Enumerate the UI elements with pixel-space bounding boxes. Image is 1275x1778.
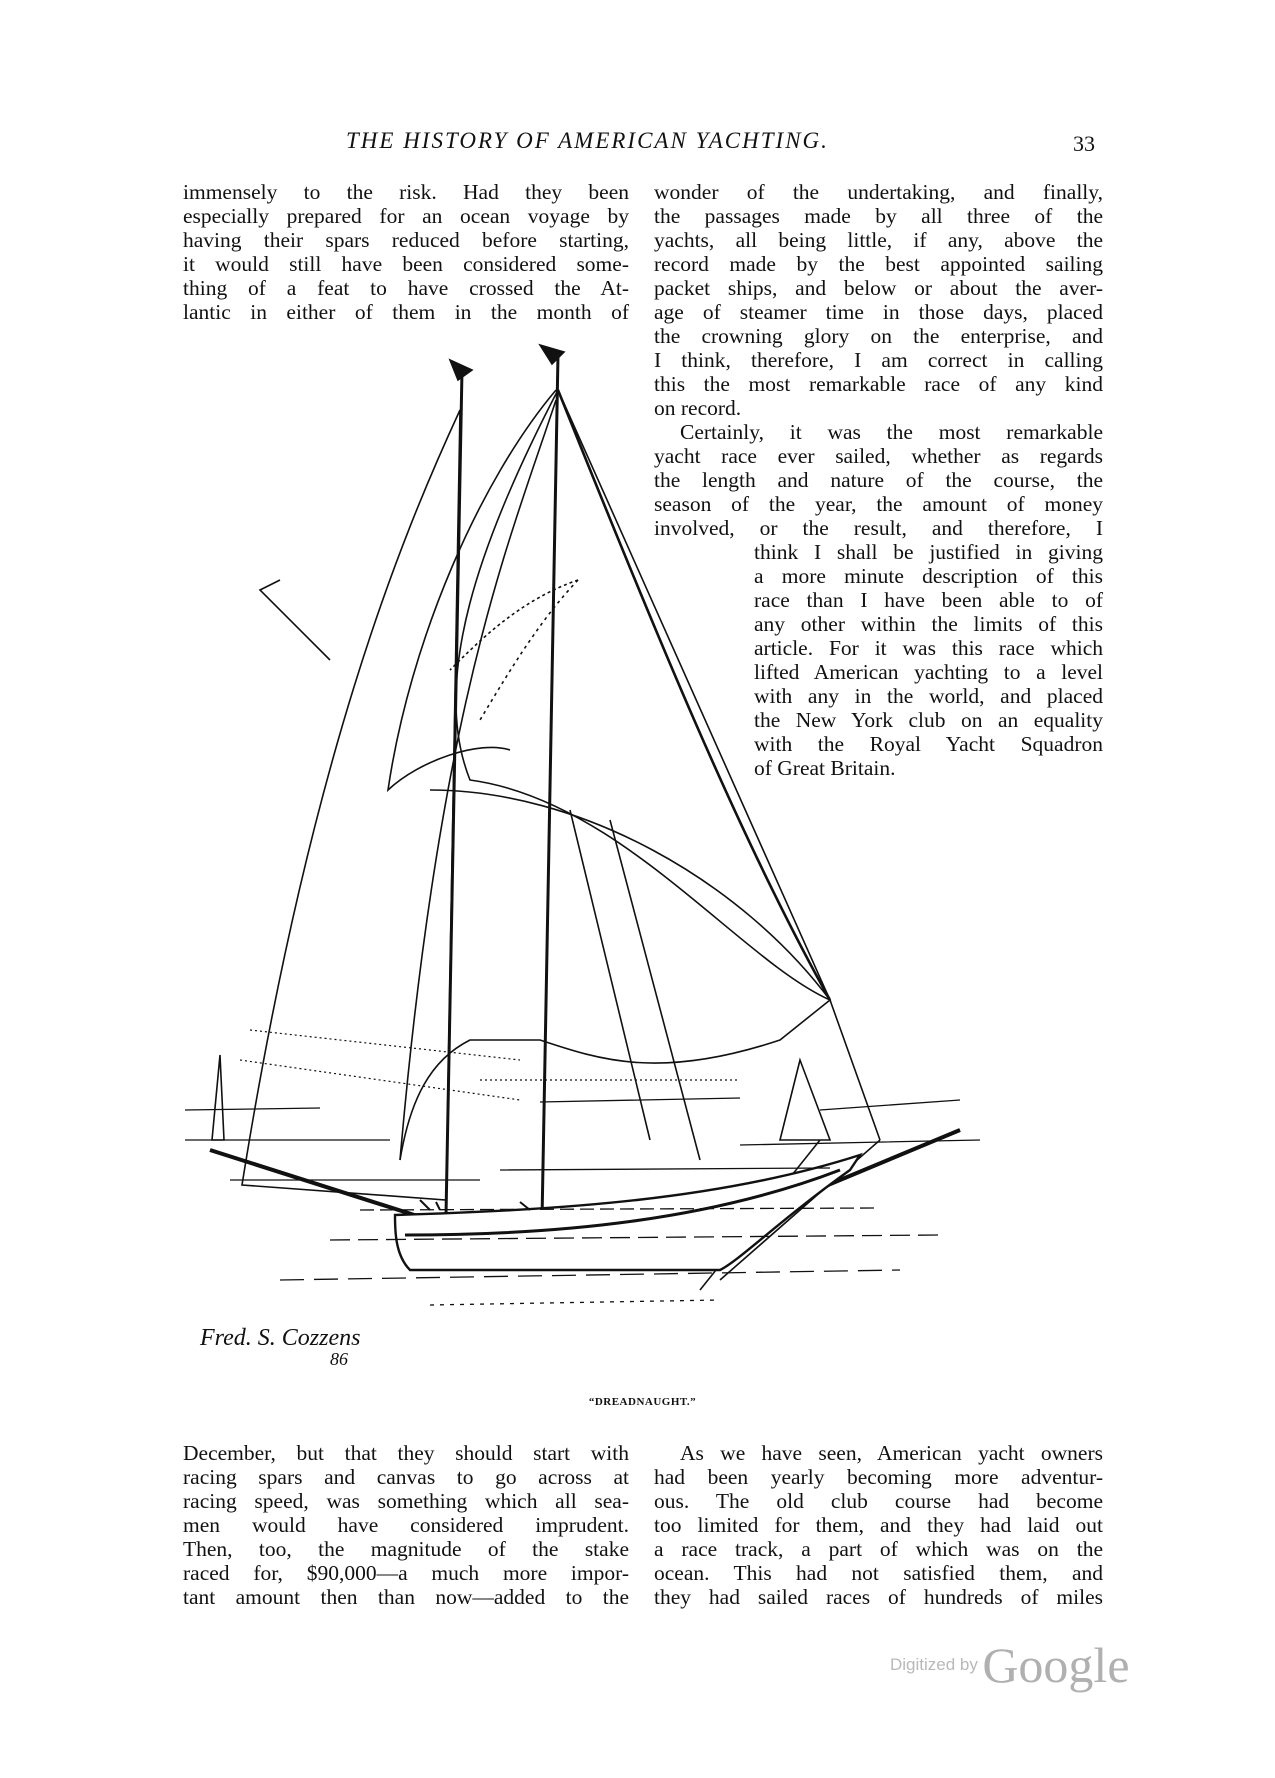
top-left-column: [183, 180, 629, 324]
google-watermark: [890, 1636, 1130, 1694]
sails: [240, 390, 830, 1200]
text-line: on record.: [654, 396, 742, 420]
text-line: season of the year, the amount of money: [654, 492, 1103, 516]
text-line: men would have considered imprudent.: [183, 1513, 629, 1537]
text-line: packet ships, and below or about the aver-: [654, 276, 1103, 300]
text-line: they had sailed races of hundreds of miles: [654, 1585, 1103, 1609]
text-line: race than I have been able to of: [754, 588, 1103, 612]
distant-sailboat: [780, 1060, 830, 1140]
caption-text: “DREADNAUGHT.”: [588, 1396, 697, 1408]
text-line: with any in the world, and placed: [754, 684, 1103, 708]
pennant-icon: [450, 360, 472, 380]
text-line: it would still have been considered some-: [183, 252, 629, 276]
text-line: age of steamer time in those days, placed: [654, 300, 1103, 324]
text-line: having their spars reduced before starting,: [183, 228, 629, 252]
text-line: raced for, $90,000—a much more impor-: [183, 1561, 629, 1585]
watermark-prefix: Digitized by: [890, 1655, 978, 1674]
text-line: lantic in either of them in the month of: [183, 300, 629, 324]
page-number: 33: [1073, 131, 1095, 156]
text-line: racing spars and canvas to go across at: [183, 1465, 629, 1489]
text-line: thing of a feat to have crossed the At-: [183, 276, 629, 300]
text-line: of Great Britain.: [754, 756, 896, 780]
text-line: tant amount then than now—added to the: [183, 1585, 629, 1609]
text-line: a race track, a part of which was on the: [654, 1537, 1103, 1561]
running-title: THE HISTORY OF AMERICAN YACHTING.: [346, 128, 829, 153]
text-line: wonder of the undertaking, and finally,: [654, 180, 1103, 204]
masts: [446, 345, 564, 1220]
text-line: with the Royal Yacht Squadron: [754, 732, 1103, 756]
text-line: especially prepared for an ocean voyage by: [183, 204, 629, 228]
text-line: ocean. This had not satisfied them, and: [654, 1561, 1103, 1585]
text-line: Then, too, the magnitude of the stake: [183, 1537, 629, 1561]
text-line: lifted American yachting to a level: [754, 660, 1103, 684]
text-line: the New York club on an equality: [754, 708, 1103, 732]
bottom-right-column: [654, 1441, 1103, 1609]
distant-sailboat: [212, 1055, 224, 1140]
artist-signature: Fred. S. Cozzens: [200, 1325, 361, 1351]
text-line: immensely to the risk. Had they been: [183, 180, 629, 204]
text-line: the crowning glory on the enterprise, and: [654, 324, 1103, 348]
text-line: record made by the best appointed sailing: [654, 252, 1103, 276]
text-line: this the most remarkable race of any kind: [654, 372, 1103, 396]
text-line: article. For it was this race which: [754, 636, 1103, 660]
google-logo: Google: [982, 1637, 1130, 1693]
text-line: ous. The old club course had become: [654, 1489, 1103, 1513]
text-line: racing speed, was something which all sea-: [183, 1489, 629, 1513]
artist-signature-year: 86: [330, 1349, 348, 1369]
text-line: Certainly, it was the most remarkable: [680, 420, 1103, 444]
text-line: December, but that they should start with: [183, 1441, 629, 1465]
text-line: any other within the limits of this: [754, 612, 1103, 636]
text-line: involved, or the result, and therefore, I: [654, 516, 1103, 540]
ship-illustration: [180, 340, 980, 1380]
water-lines: [185, 1098, 980, 1305]
text-line: think I shall be justified in giving: [754, 540, 1103, 564]
text-line: too limited for them, and they had laid out: [654, 1513, 1103, 1537]
text-line: yachts, all being little, if any, above the: [654, 228, 1103, 252]
text-line: yacht race ever sailed, whether as regards: [654, 444, 1103, 468]
text-line: As we have seen, American yacht owners: [680, 1441, 1103, 1465]
text-line: had been yearly becoming more adventur-: [654, 1465, 1103, 1489]
text-line: I think, therefore, I am correct in calling: [654, 348, 1103, 372]
bottom-left-column: [183, 1441, 629, 1609]
hull: [395, 1155, 860, 1270]
figure-caption: [0, 1396, 1275, 1408]
text-line: the length and nature of the course, the: [654, 468, 1103, 492]
text-line: a more minute description of this: [754, 564, 1103, 588]
text-line: the passages made by all three of the: [654, 204, 1103, 228]
